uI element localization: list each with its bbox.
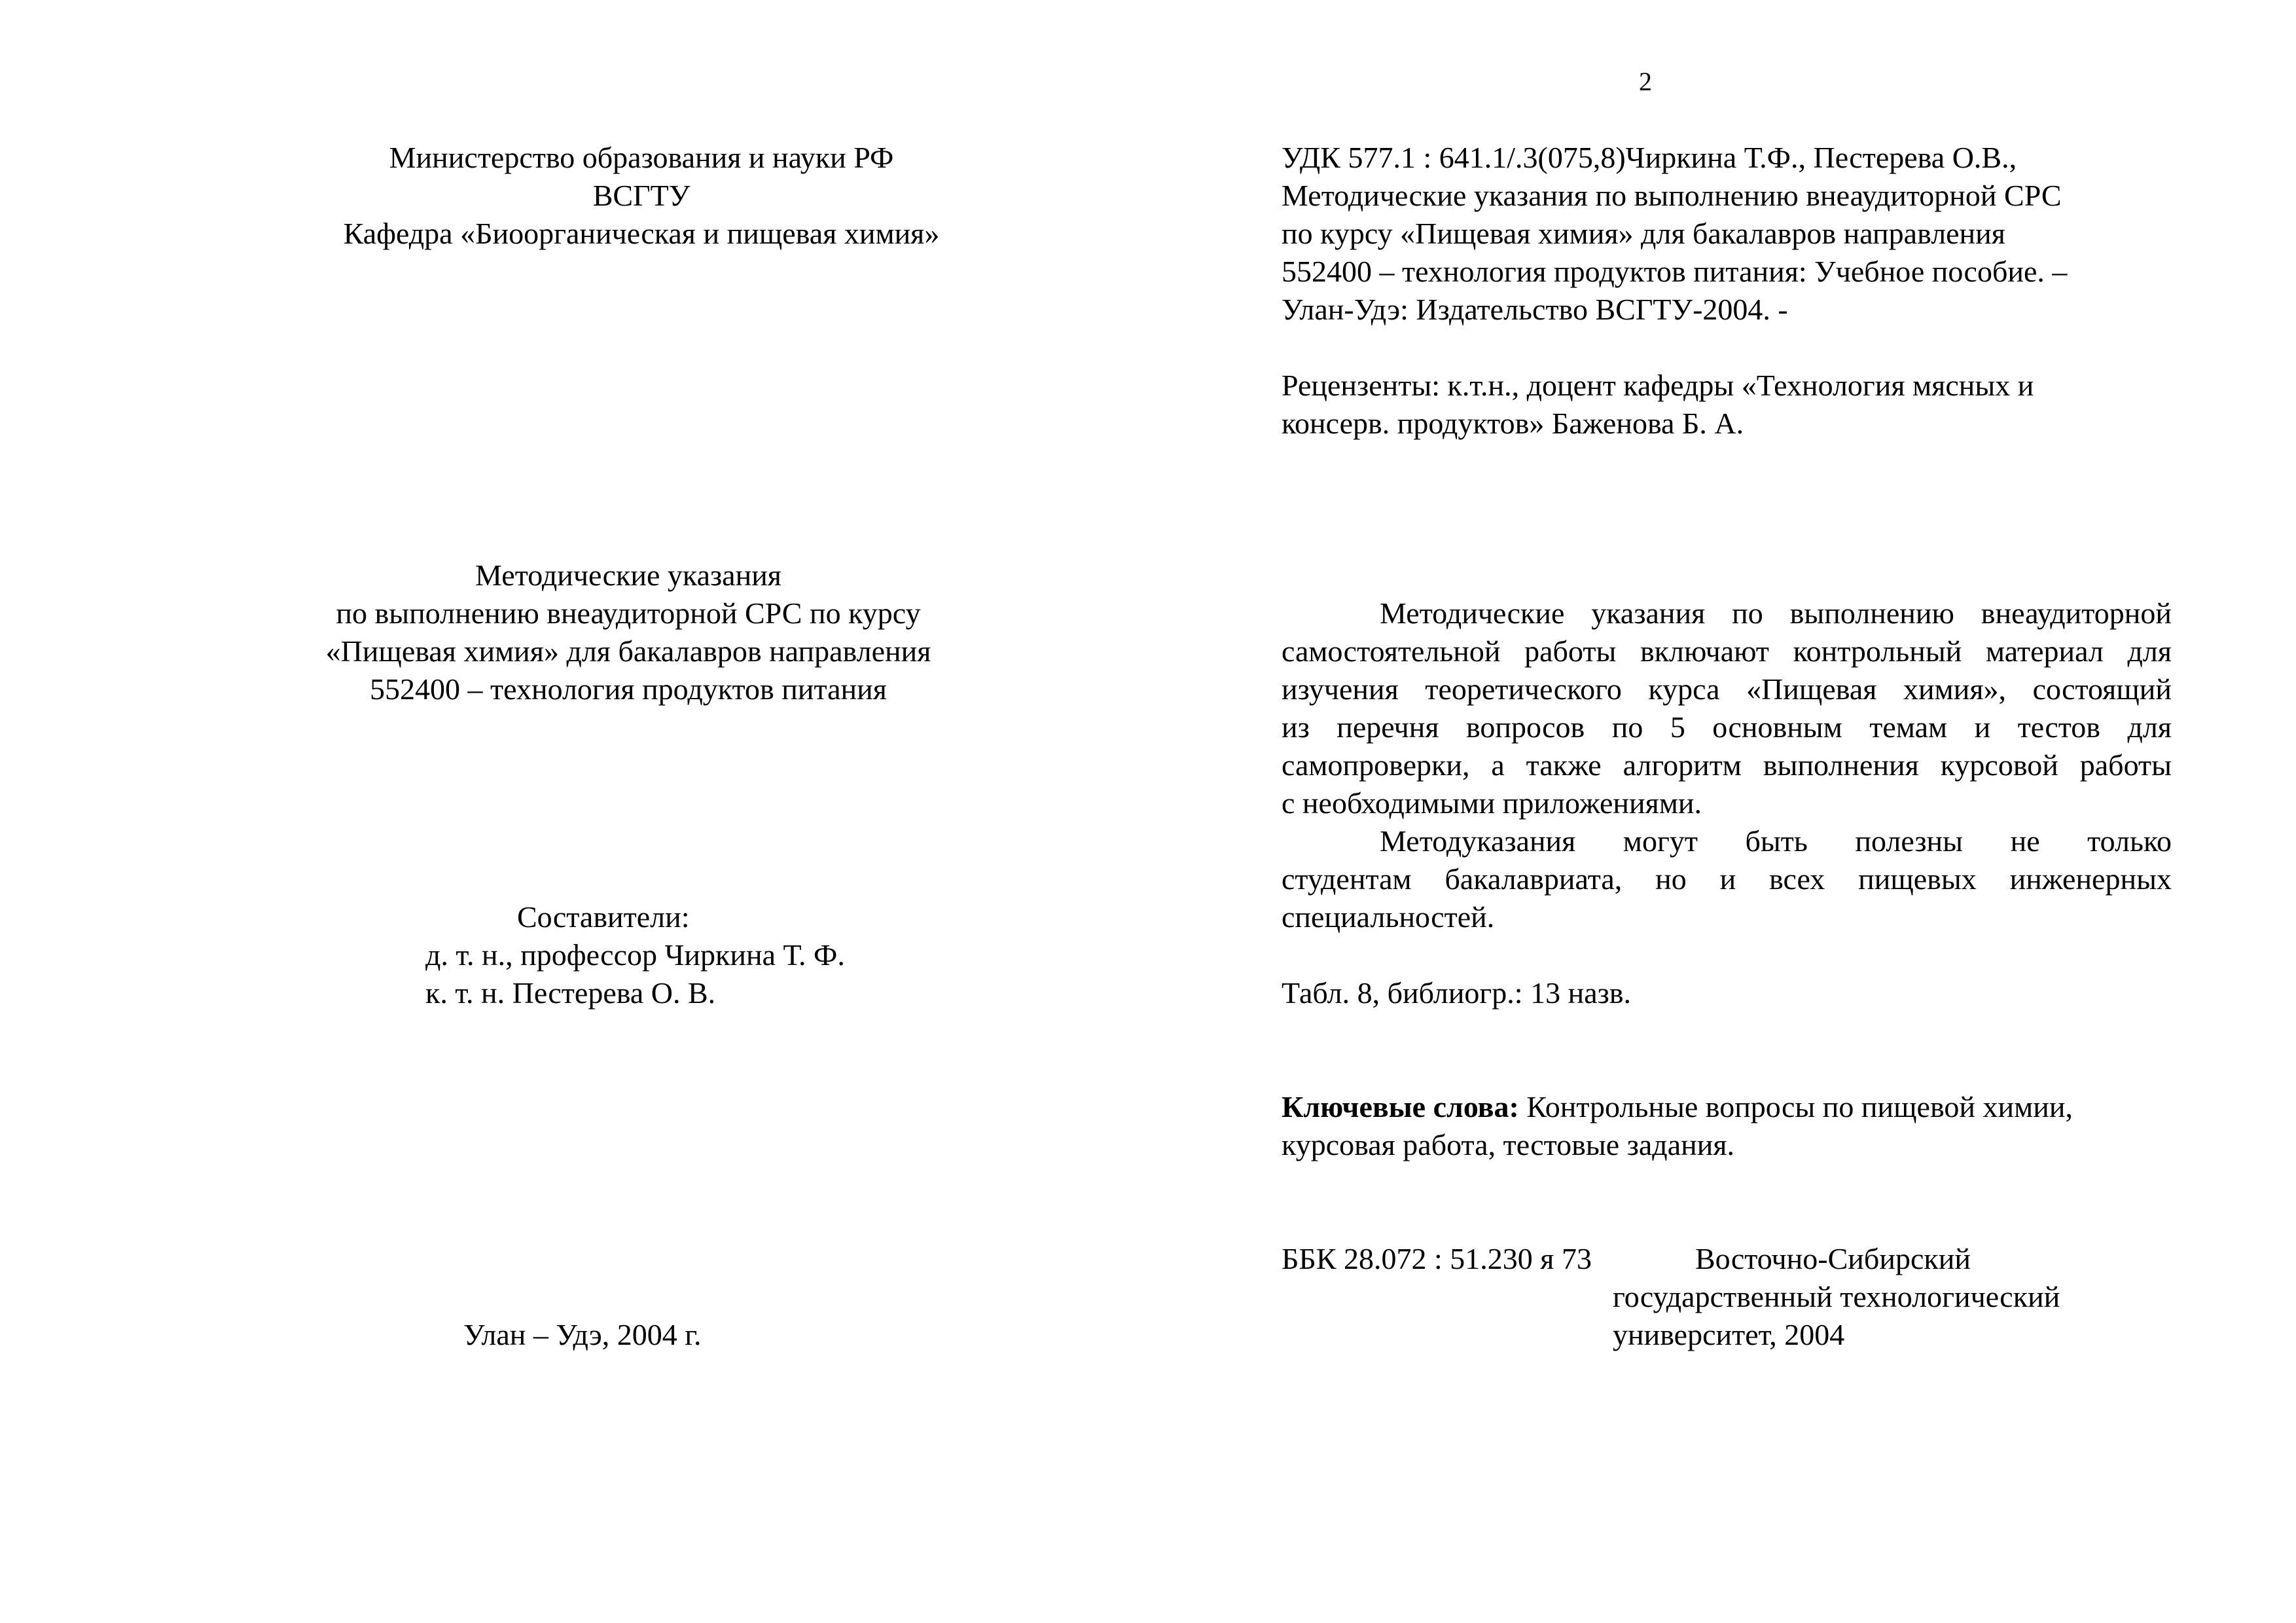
abstract-p2-line-2: студентам бакалавриата, но и всех пищевых инженерных <box>1282 862 2172 896</box>
place-year: Улан – Удэ, 2004 г. <box>463 1318 702 1351</box>
keywords-line-1 <box>1282 1088 2073 1126</box>
university-line: ВСГТУ <box>592 179 691 212</box>
title-line-3: «Пищевая химия» для бакалавров направления <box>325 634 931 668</box>
compiler-1: д. т. н., профессор Чиркина Т. Ф. <box>425 938 845 972</box>
abstract-p1-line-5: самопроверки, а также алгоритм выполнения курсовой работы <box>1282 748 2172 782</box>
title-line-4: 552400 – технология продуктов питания <box>370 672 887 706</box>
keywords-text-1: Контрольные вопросы по пищевой химии, <box>1518 1090 2073 1123</box>
abstract-p2-line-3: специальностей. <box>1282 900 1495 934</box>
abstract-p1-line-2: самостоятельной работы включают контрольный материал для <box>1282 634 2172 668</box>
biblio-line-5: Улан-Удэ: Издательство ВСГТУ-2004. - <box>1282 293 1788 326</box>
title-line-2: по выполнению внеаудиторной СРС по курсу <box>336 596 921 630</box>
tables-references: Табл. 8, библиогр.: 13 назв. <box>1282 976 1632 1010</box>
abstract-p1-line-6: с необходимыми приложениями. <box>1282 786 1702 820</box>
biblio-line-1: УДК 577.1 : 641.1/.3(075,8)Чиркина Т.Ф., Пестерева О.В., <box>1282 141 2017 174</box>
abstract-p1-line-4: из перечня вопросов по 5 основным темам и тестов для <box>1282 710 2172 744</box>
publisher-line-2: государственный технологический <box>1613 1280 2060 1313</box>
compiler-2: к. т. н. Пестерева О. В. <box>425 976 716 1010</box>
abstract-p1-line-1: Методические указания по выполнению внеаудиторной <box>1380 596 2172 630</box>
biblio-line-2: Методические указания по выполнению внеаудиторной СРС <box>1282 179 2062 212</box>
abstract-p1-line-3: изучения теоретического курса «Пищевая химия», состоящий <box>1282 672 2172 706</box>
ministry-line: Министерство образования и науки РФ <box>389 141 894 174</box>
keywords-label: Ключевые слова: <box>1282 1090 1519 1123</box>
reviewers-line-2: консерв. продуктов» Баженова Б. А. <box>1282 407 1744 440</box>
abstract-p2-line-1: Методуказания могут быть полезны не только <box>1380 824 2172 858</box>
compilers-label: Составители: <box>517 900 690 934</box>
bbk-code: ББК 28.072 : 51.230 я 73 <box>1282 1242 1592 1275</box>
publisher-line-3: университет, 2004 <box>1613 1318 1845 1351</box>
title-line-1: Методические указания <box>475 558 781 592</box>
page-number: 2 <box>1639 67 1652 96</box>
keywords-line-2: курсовая работа, тестовые задания. <box>1282 1128 1735 1161</box>
biblio-line-4: 552400 – технология продуктов питания: Учебное пособие. – <box>1282 255 2068 288</box>
biblio-line-3: по курсу «Пищевая химия» для бакалавров направления <box>1282 217 2005 250</box>
publisher-line-1: Восточно-Сибирский <box>1695 1242 1971 1275</box>
department-line: Кафедра «Биоорганическая и пищевая химия» <box>343 217 940 250</box>
reviewers-line-1: Рецензенты: к.т.н., доцент кафедры «Технология мясных и <box>1282 369 2034 402</box>
